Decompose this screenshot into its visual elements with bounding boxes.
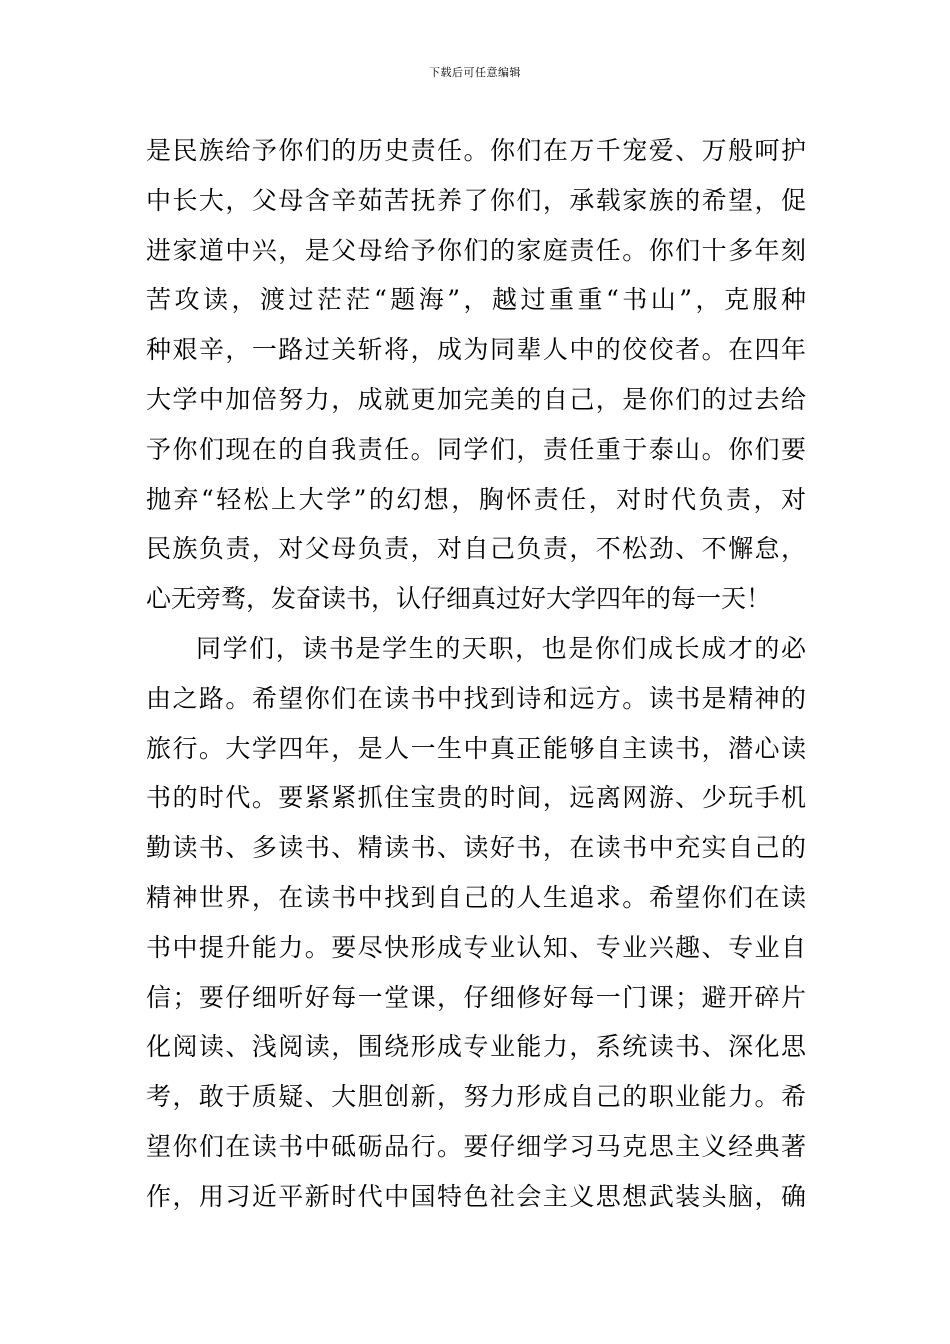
text-line: 作，用习近平新时代中国特色社会主义思想武装头脑，确	[146, 1181, 806, 1211]
text-line: 抛弃“轻松上大学”的幻想，胸怀责任，对时代负责，对	[146, 484, 806, 514]
document-body	[146, 126, 806, 1222]
text-line: 民族负责，对父母负责，对自己负责，不松劲、不懈怠，	[146, 534, 806, 564]
text-line: 予你们现在的自我责任。同学们，责任重于泰山。你们要	[146, 434, 806, 464]
text-line: 书的时代。要紧紧抓住宝贵的时间，远离网游、少玩手机	[146, 783, 806, 813]
text-line: 书中提升能力。要尽快形成专业认知、专业兴趣、专业自	[146, 932, 806, 962]
page-header: 下载后可任意编辑	[429, 66, 521, 79]
text-line: 望你们在读书中砥砺品行。要仔细学习马克思主义经典著	[146, 1131, 806, 1161]
text-line: 心无旁骛，发奋读书，认仔细真过好大学四年的每一天！	[146, 584, 772, 614]
text-line: 化阅读、浅阅读，围绕形成专业能力，系统读书、深化思	[146, 1032, 806, 1062]
text-line: 考，敢于质疑、大胆创新，努力形成自己的职业能力。希	[146, 1082, 806, 1112]
text-line: 苦攻读，渡过茫茫“题海”，越过重重“书山”，克服种	[146, 285, 806, 315]
text-line: 勤读书、多读书、精读书、读好书，在读书中充实自己的	[146, 833, 806, 863]
text-line: 是民族给予你们的历史责任。你们在万千宠爱、万般呵护	[146, 136, 806, 165]
text-line: 大学中加倍努力，成就更加完美的自己，是你们的过去给	[146, 384, 806, 414]
text-line: 进家道中兴，是父母给予你们的家庭责任。你们十多年刻	[146, 235, 806, 265]
text-line: 中长大，父母含辛茹苦抚养了你们，承载家族的希望，促	[146, 185, 806, 215]
text-line: 同学们，读书是学生的天职，也是你们成长成才的必	[196, 633, 806, 663]
paragraph-2	[146, 624, 806, 1222]
text-line: 旅行。大学四年，是人一生中真正能够自主读书，潜心读	[146, 733, 806, 763]
text-line: 由之路。希望你们在读书中找到诗和远方。读书是精神的	[146, 683, 806, 713]
paragraph-1	[146, 126, 806, 624]
text-line: 种艰辛，一路过关斩将，成为同辈人中的佼佼者。在四年	[146, 335, 806, 365]
text-line: 精神世界，在读书中找到自己的人生追求。希望你们在读	[146, 882, 806, 912]
text-line: 信；要仔细听好每一堂课，仔细修好每一门课；避开碎片	[146, 982, 806, 1012]
